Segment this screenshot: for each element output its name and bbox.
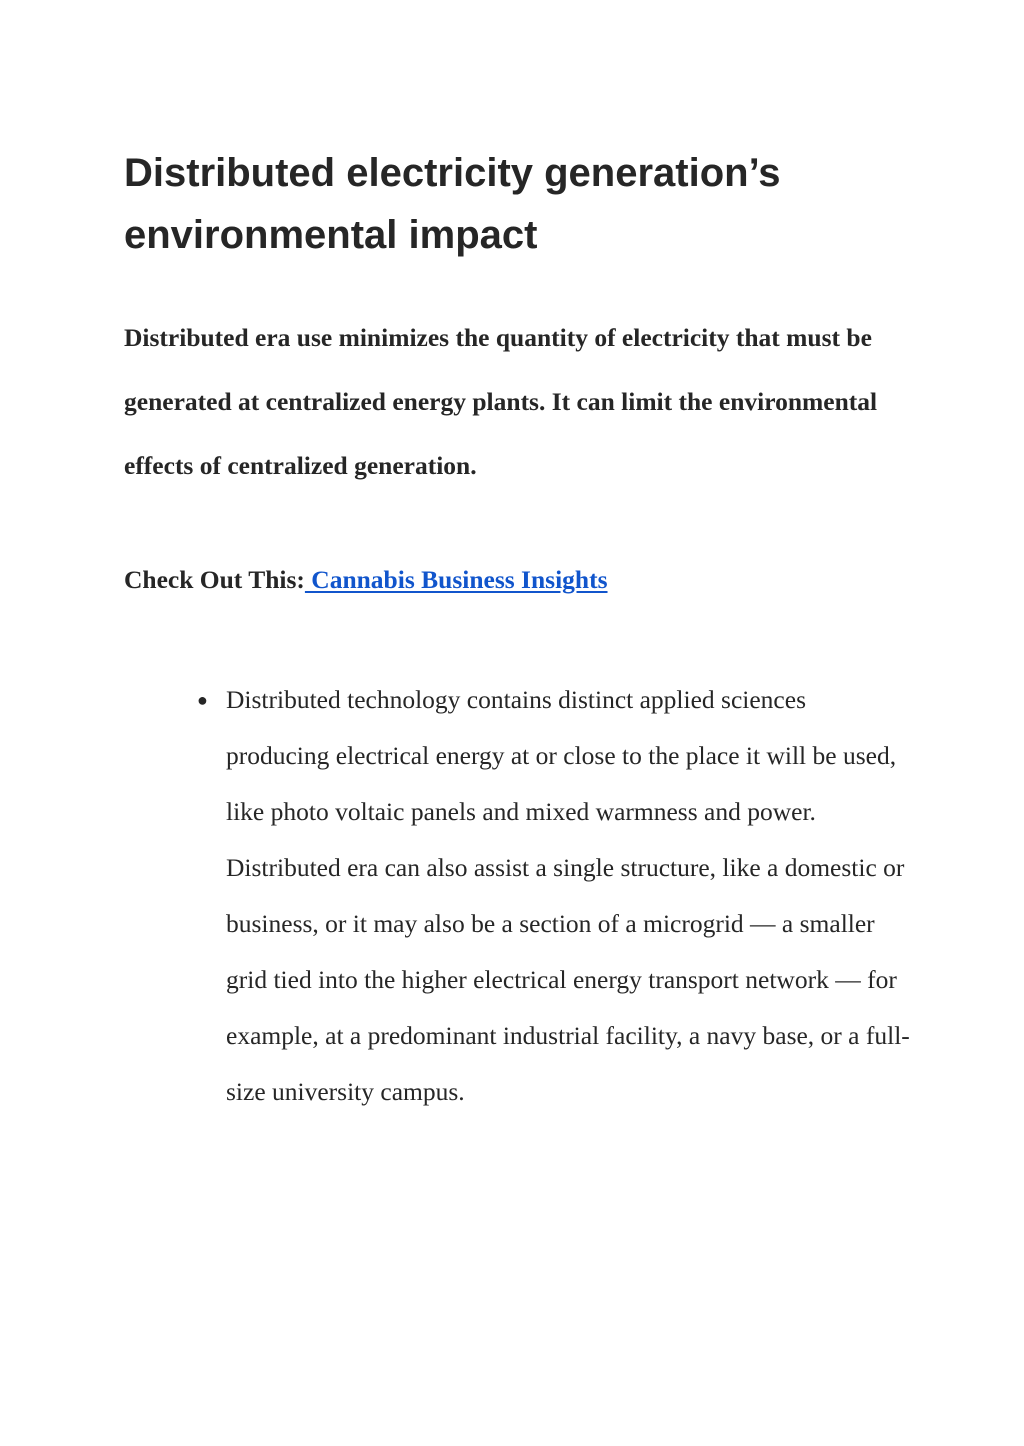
list-item bbox=[192, 672, 912, 1120]
page-title: Distributed electricity generation’s environmental impact bbox=[124, 151, 781, 257]
bullet-list bbox=[192, 672, 912, 1120]
check-out-label: Check Out This: bbox=[124, 565, 305, 594]
intro-paragraph: Distributed era use minimizes the quantity of electricity that must be generated at centralized energy plants. It can limit the environmental effects of centralized generation. bbox=[124, 323, 878, 480]
bullet-marker-icon: ● bbox=[197, 690, 208, 710]
check-out-line bbox=[124, 560, 924, 600]
cannabis-business-insights-link[interactable]: Cannabis Business Insights bbox=[304, 565, 608, 594]
bullet-text: Distributed technology contains distinct applied sciences producing electrical energy at or close to the place it will be used, like photo voltaic panels and mixed warmness and power. Distributed era can also assist a single structure, like a domestic or business, or it may also be a section of a microgrid — a smaller grid tied into the higher electrical energy transport network — for example, at a predominant industrial facility, a navy base, or a full-size university campus. bbox=[226, 685, 910, 1106]
